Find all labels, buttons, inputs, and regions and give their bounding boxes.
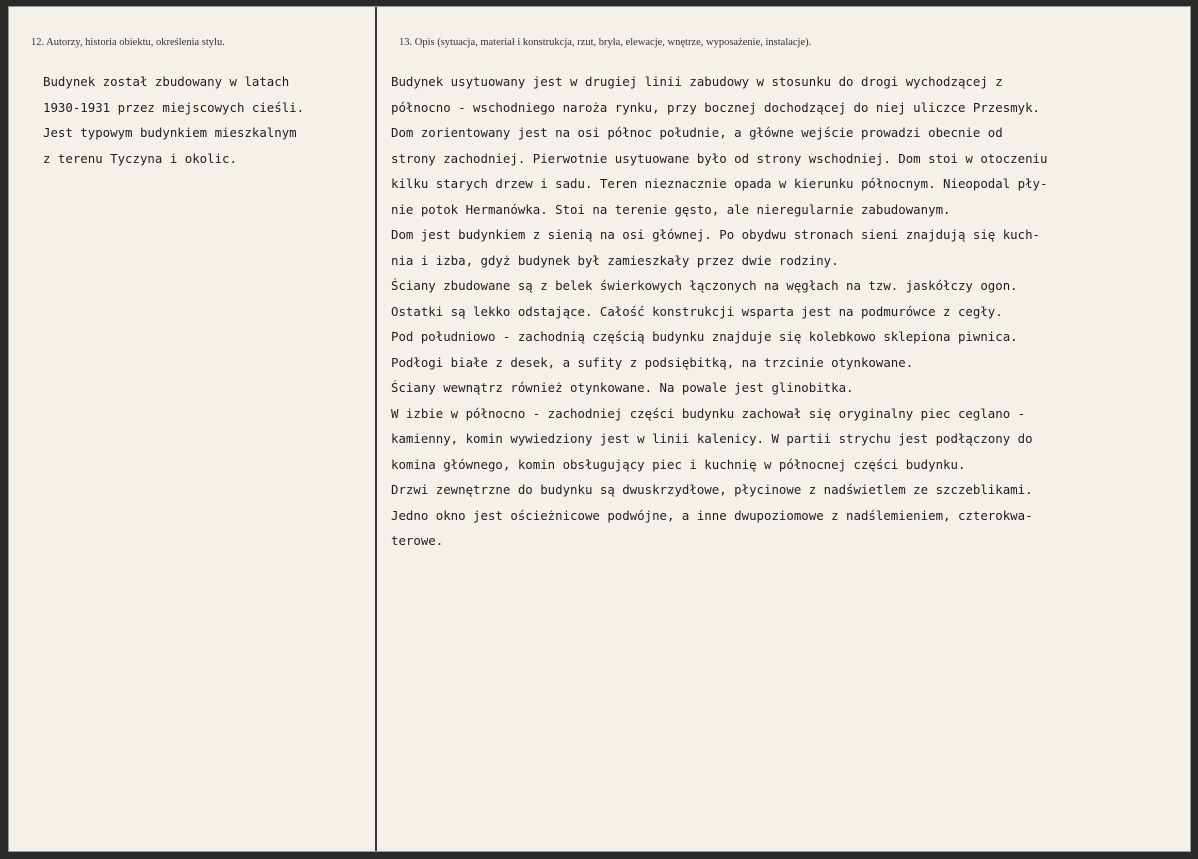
text-line: Dom jest budynkiem z sienią na osi głównej. Po obydwu stronach sieni znajdują się kuch- bbox=[391, 227, 1041, 242]
description-column bbox=[377, 7, 1190, 851]
text-line: kilku starych drzew i sadu. Teren nieznacznie opada w kierunku północnym. Nieopodal pły- bbox=[391, 176, 1048, 191]
text-line: komina głównego, komin obsługujący piec i kuchnię w północnej części budynku. bbox=[391, 456, 966, 472]
text-line: Dom zorientowany jest na osi północ południe, a główne wejście prowadzi obecnie od bbox=[391, 125, 1003, 140]
text-line: Ostatki są lekko odstające. Całość konstrukcji wsparta jest na podmurówce z cegły. bbox=[391, 303, 1003, 319]
text-line: kamienny, komin wywiedziony jest w linii kalenicy. W partii strychu jest podłączony do bbox=[391, 431, 1033, 446]
text-line: nia i izba, gdyż budynek był zamieszkały przez dwie rodziny. bbox=[391, 252, 839, 268]
description-heading: 13. Opis (sytuacja, materiał i konstrukcja, rzut, bryła, elewacje, wnętrze, wyposażenie, instalacje). bbox=[399, 37, 812, 48]
document-sheet bbox=[8, 6, 1191, 852]
text-line: Ściany wewnątrz również otynkowane. Na powale jest glinobitka. bbox=[391, 380, 854, 395]
authors-history-heading: 12. Autorzy, historia obiektu, określenia stylu. bbox=[31, 37, 225, 48]
authors-history-text bbox=[43, 69, 373, 171]
text-line: Drzwi zewnętrzne do budynku są dwuskrzydłowe, płycinowe z nadświetlem ze szczeblikami. bbox=[391, 482, 1033, 497]
text-line: Jest typowym budynkiem mieszkalnym bbox=[43, 125, 297, 140]
text-line: północno - wschodniego naroża rynku, przy bocznej dochodzącej do niej uliczce Przesmyk. bbox=[391, 99, 1041, 115]
text-line: Podłogi białe z desek, a sufity z podsiębitką, na trzcinie otynkowane. bbox=[391, 354, 914, 370]
text-line: Pod południowo - zachodnią częścią budynku znajduje się kolebkowo sklepiona piwnica. bbox=[391, 329, 1018, 344]
text-line: terowe. bbox=[391, 533, 444, 548]
text-line: Budynek usytuowany jest w drugiej linii zabudowy w stosunku do drogi wychodzącej z bbox=[391, 74, 1003, 89]
text-line: Jedno okno jest ościeżnicowe podwójne, a inne dwupoziomowe z nadślemieniem, czterokwa- bbox=[391, 507, 1033, 523]
description-text bbox=[391, 69, 1191, 554]
text-line: strony zachodniej. Pierwotnie usytuowane było od strony wschodniej. Dom stoi w otoczeniu bbox=[391, 150, 1048, 166]
text-line: Budynek został zbudowany w latach bbox=[43, 74, 290, 89]
text-line: W izbie w północno - zachodniej części budynku zachował się oryginalny piec ceglano - bbox=[391, 405, 1026, 421]
authors-history-column bbox=[9, 7, 377, 851]
text-line: nie potok Hermanówka. Stoi na terenie gęsto, ale nieregularnie zabudowanym. bbox=[391, 201, 951, 217]
text-line: Ściany zbudowane są z belek świerkowych łączonych na węgłach na tzw. jaskółczy ogon. bbox=[391, 278, 1018, 293]
text-line: z terenu Tyczyna i okolic. bbox=[43, 150, 237, 166]
text-line: 1930-1931 przez miejscowych cieśli. bbox=[43, 99, 305, 115]
